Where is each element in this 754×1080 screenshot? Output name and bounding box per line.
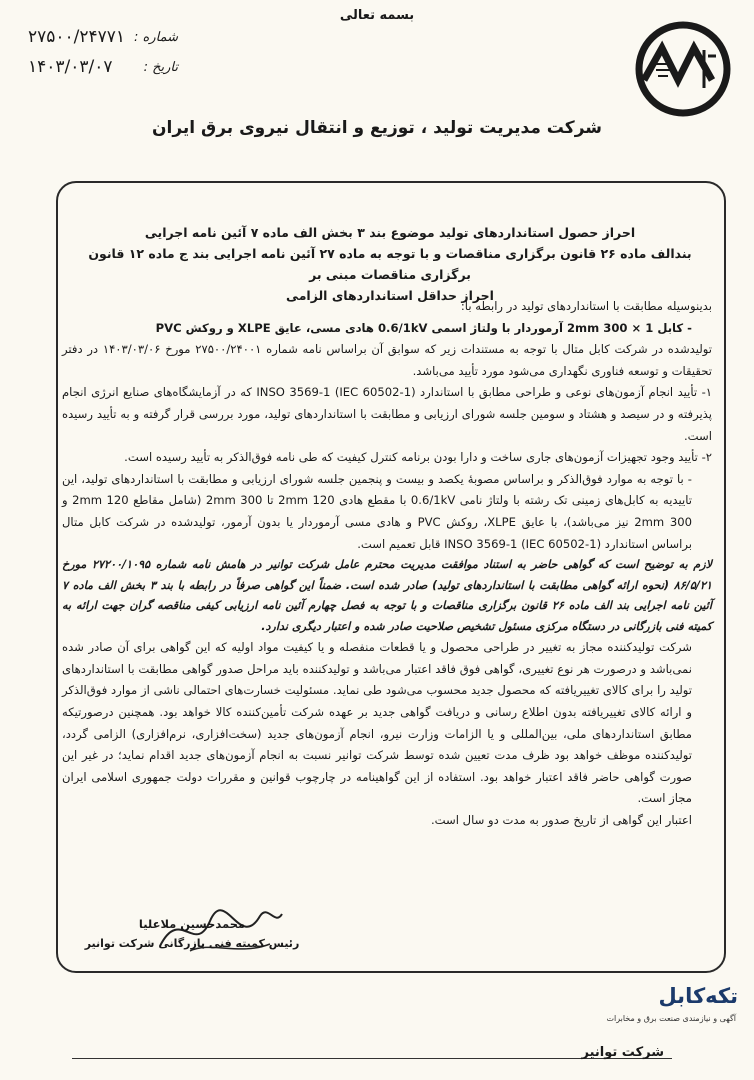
item-2: ۲- تأیید وجود تجهیزات آزمون‌های جاری ساخت و دارا بودن برنامه کنترل کیفیت که طی نامه فوق‌الذکر به تأیید رسیده است. bbox=[124, 450, 712, 465]
bismillah-heading: بسمه تعالی bbox=[339, 8, 415, 23]
explanatory-note: لازم به توضیح است که گواهی حاضر به استناد موافقت مدیریت محترم عامل شرکت توانیر در هامش نامه شماره ۲۷۲۰۰/۱۰۹۵ مورخ ۸۶/۵/۲۱ (نحوه ارائه گواهی مطابقت با استانداردهای تولید) صادر شده است. ضمناً این گواهی صرفاً در رابطه با بند ۳ بخش الف ماده ۷ آئین نامه اجرایی بند الف ماده ۲۶ قانون برگزاری مناقصات و با توجه به فصل چهارم آئین نامه ارزیابی کیفی مناقصه گران جهت ارائه به کمیته فنی بازرگانی در دستگاه مرکزی مسئول تشخیص صلاحیت صادر شده و اعتبار دیگری ندارد. bbox=[62, 558, 713, 633]
certificate-titles bbox=[70, 222, 710, 306]
produced-text: تولیدشده در شرکت کابل متال با توجه به مستندات زیر که سوابق آن براساس نامه شماره ۲۷۵۰۰/۲۴۰۰۱ مورخ ۱۴۰۳/۰۳/۰۶ در دفتر تحقیقات و توسعه فناوری نگهداری می‌شود مورد تأیید می‌باشد. bbox=[62, 342, 713, 378]
certificate-body bbox=[62, 296, 712, 831]
date-label: تاریخ : bbox=[143, 59, 178, 75]
company-logo-icon bbox=[632, 18, 734, 120]
item-1: ۱- تأیید انجام آزمون‌های نوعی و طراحی مطابق با استاندارد INSO 3569-1 (IEC 60502-1) که در آزمایشگاه‌های صنایع انرژی انجام پذیرفته و در سیصد و هشتاد و سومین جلسه شورای ارزیابی و مطابقت با استانداردهای تولید، مورد بررسی قرار گرفته و به تأیید رسیده است. bbox=[62, 385, 712, 443]
signatory-name: محمدحسین ملاعلیا bbox=[138, 917, 246, 931]
document-meta bbox=[28, 22, 178, 82]
watermark-brand bbox=[598, 984, 748, 1034]
validity-statement: اعتبار این گواهی از تاریخ صدور به مدت دو سال است. bbox=[430, 812, 692, 827]
number-label: شماره : bbox=[134, 29, 178, 45]
signature-block bbox=[82, 914, 302, 954]
number-row bbox=[28, 22, 178, 52]
date-value: ۱۴۰۳/۰۳/۰۷ bbox=[28, 57, 113, 77]
signatory-title: رئیس کمیته فنی بازرگانی شرکت توانیر bbox=[84, 937, 300, 950]
brand-name: تکه‌کابل bbox=[658, 984, 738, 1008]
conditions-paragraph: شرکت تولیدکننده مجاز به تغییر در طراحی محصول و یا قطعات منفصله و یا کیفیت مواد اولیه که این گواهی برای آن صادر شده نمی‌باشد و درصورت هر نوع تغییری، گواهی فوق فاقد اعتبار می‌باشد و تولیدکننده باید مراحل صدور گواهی مطابقت با استانداردهای تولید را برای کالای تغییریافته که محصول جدید محسوب می‌شود طی نماید. مسئولیت خسارت‌های احتمالی ناشی از موارد فوق‌الذکر و ارائه کالای تغییریافته بدون اطلاع رسانی و دریافت گواهی جدید بر عهده شرکت تأمین‌کننده کالا خواهد بود. همچنین درصورتیکه مطابق استانداردهای ملی، بین‌المللی و یا الزامات وزارت نیرو، انجام آزمون‌های جدید (سخت‌افزاری، نرم‌افزاری) الزامی گردد، تولیدکننده موظف خواهد بود ظرف مدت تعیین شده توسط شرکت توانیر نسبت به انجام آزمون‌های جدید اقدام نماید؛ در غیر این صورت گواهی حاضر فاقد اعتبار خواهد بود. استفاده از این گواهینامه در چارچوب قوانین و مقررات دولت جمهوری اسلامی ایران مجاز است. bbox=[62, 640, 692, 806]
company-name: شرکت مدیریت تولید ، توزیع و انتقال نیروی برق ایران bbox=[151, 118, 602, 138]
product-description: - کابل 2mm 300 × 1 آرموردار با ولتاژ اسمی 0.6/1kV هادی مسی، عایق XLPE و روکش PVC bbox=[155, 320, 692, 335]
date-row bbox=[28, 52, 178, 82]
item-3: - با توجه به موارد فوق‌الذکر و براساس مصوبهٔ یکصد و بیست و پنجمین جلسه شورای ارزیابی و مطابقت با استانداردهای تولید، این تاییدیه به کابل‌های زمینی تک رشته با ولتاژ نامی 0.6/1kV با مقطع هادی 2mm 120 تا 2mm 300 (شامل مقاطع 2mm 120 و 2mm 300 نیز می‌باشد)، با عایق XLPE، روکش PVC و هادی مسی آرموردار یا بدون آرمور، تولیدشده در شرکت کابل متال براساس استاندارد INSO 3569-1 (IEC 60502-1) قابل تعمیم است. bbox=[62, 471, 692, 551]
title-line-1: احراز حصول استانداردهای تولید موضوع بند ۳ بخش الف ماده ۷ آئین نامه اجرایی bbox=[144, 225, 636, 240]
title-line-3: احراز حداقل استانداردهای الزامی bbox=[286, 288, 494, 303]
number-value: ۲۷۵۰۰/۲۴۷۷۱ bbox=[28, 27, 126, 47]
footer-company: شرکت توانیر bbox=[581, 1045, 664, 1060]
title-line-2: بندالف ماده ۲۶ قانون برگزاری مناقصات و با توجه به ماده ۲۷ آئین نامه اجرایی بند ج ماده ۱۲ قانون برگزاری مناقصات مبنی بر bbox=[88, 246, 692, 282]
intro-text: بدینوسیله مطابقت با استانداردهای تولید در رابطه با: bbox=[460, 299, 712, 313]
brand-tagline: آگهی و نیازمندی صنعت برق و مخابرات bbox=[606, 1014, 736, 1023]
